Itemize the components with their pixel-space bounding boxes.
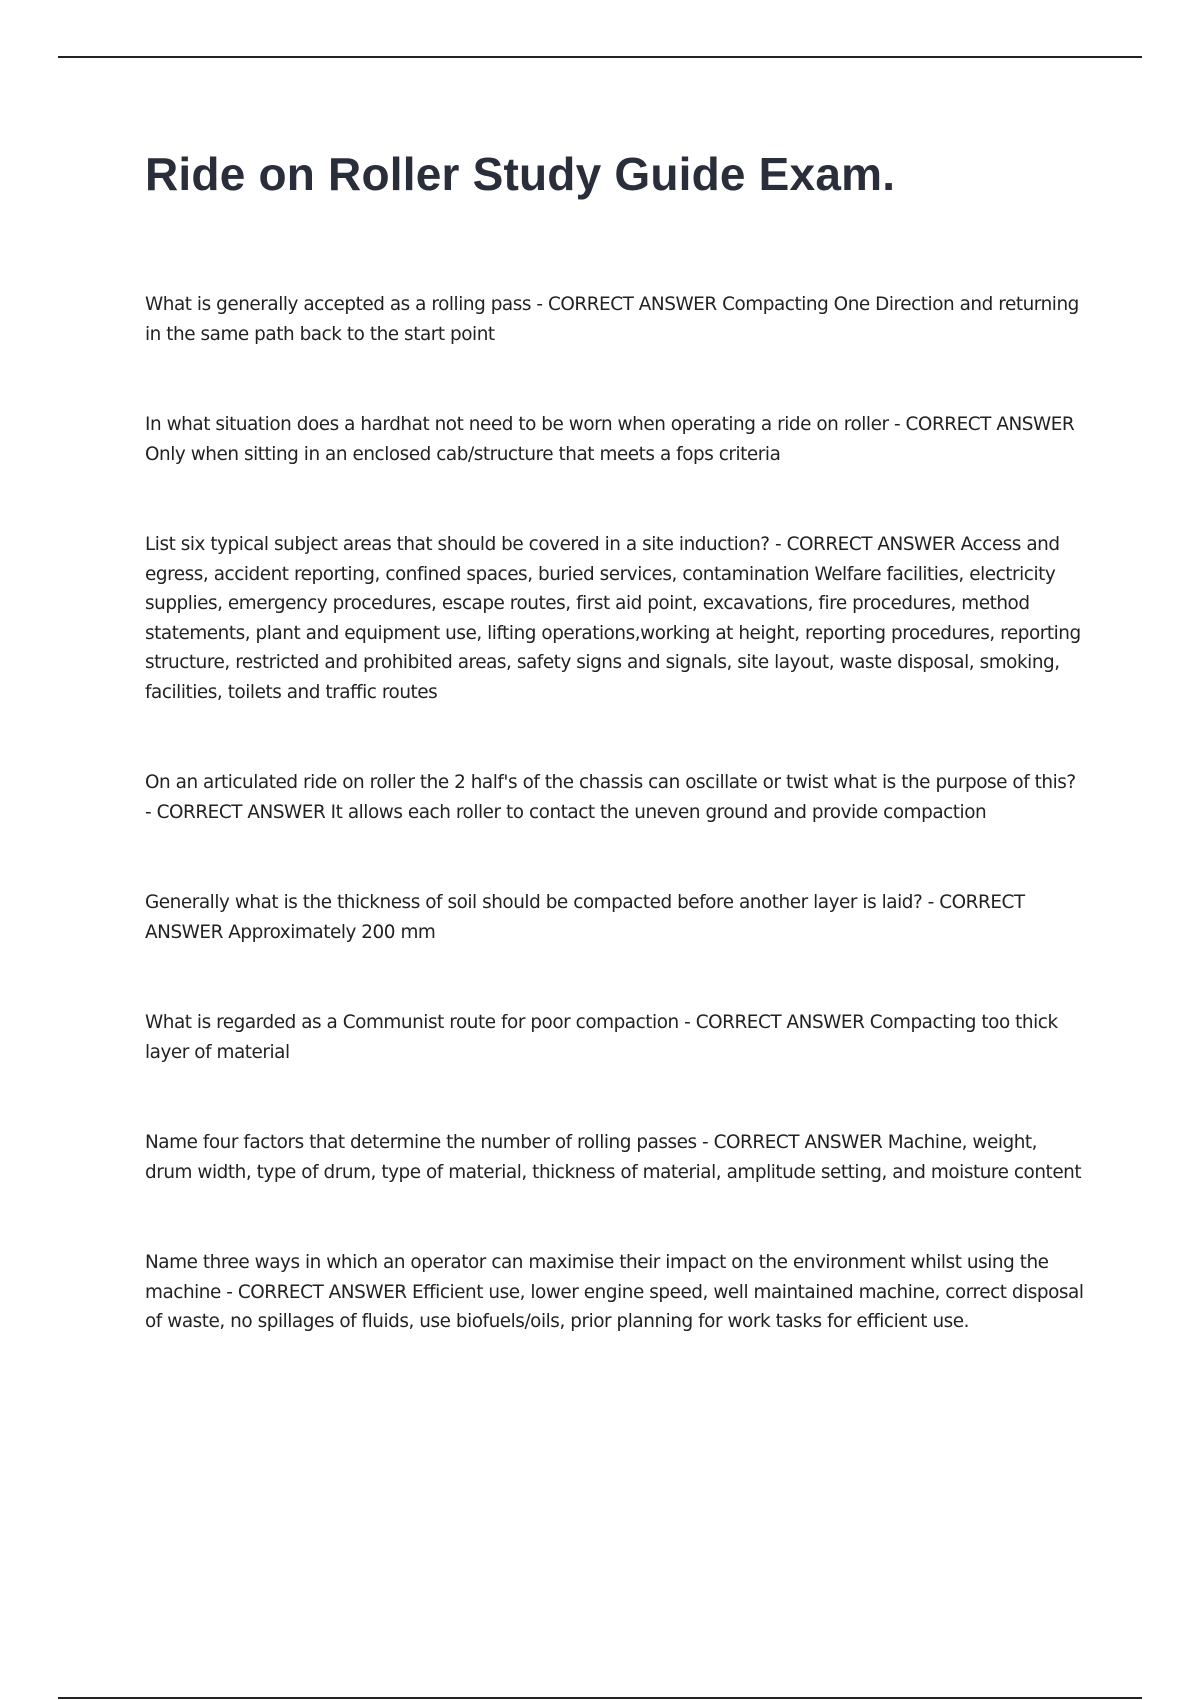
- qa-item: On an articulated ride on roller the 2 half's of the chassis can oscillate or twist what is the purpose of this? - CORRECT ANSWER It allows each roller to contact the uneven ground and provide compaction: [145, 772, 1076, 823]
- question-answer-list: [145, 290, 1085, 1337]
- footer-divider: [58, 1697, 1142, 1699]
- qa-item: In what situation does a hardhat not need to be worn when operating a ride on roller - CORRECT ANSWER Only when sitting in an enclosed cab/structure that meets a fops criteria: [145, 414, 1075, 465]
- qa-item: Name four factors that determine the number of rolling passes - CORRECT ANSWER Machine, weight, drum width, type of drum, type of material, thickness of material, amplitude setting, and moisture content: [145, 1132, 1082, 1183]
- page-title: Ride on Roller Study Guide Exam.: [145, 148, 896, 200]
- qa-item: Name three ways in which an operator can maximise their impact on the environment whilst using the machine - CORRECT ANSWER Efficient use, lower engine speed, well maintained machine, correct disposal of waste, no spillages of fluids, use biofuels/oils, prior planning for work tasks for efficient use.: [145, 1252, 1084, 1332]
- qa-item: What is generally accepted as a rolling pass - CORRECT ANSWER Compacting One Direction and returning in the same path back to the start point: [145, 294, 1079, 345]
- qa-item: Generally what is the thickness of soil should be compacted before another layer is laid? - CORRECT ANSWER Approximately 200 mm: [145, 892, 1025, 943]
- qa-item: What is regarded as a Communist route for poor compaction - CORRECT ANSWER Compacting too thick layer of material: [145, 1012, 1058, 1063]
- header-divider: [58, 56, 1142, 58]
- qa-item: List six typical subject areas that should be covered in a site induction? - CORRECT ANSWER Access and egress, accident reporting, confined spaces, buried services, contamination Welfare facilities, electricity supplies, emergency procedures, escape routes, first aid point, excavations, fire procedures, method statements, plant and equipment use, lifting operations,working at height, reporting procedures, reporting structure, restricted and prohibited areas, safety signs and signals, site layout, waste disposal, smoking, facilities, toilets and traffic routes: [145, 534, 1081, 703]
